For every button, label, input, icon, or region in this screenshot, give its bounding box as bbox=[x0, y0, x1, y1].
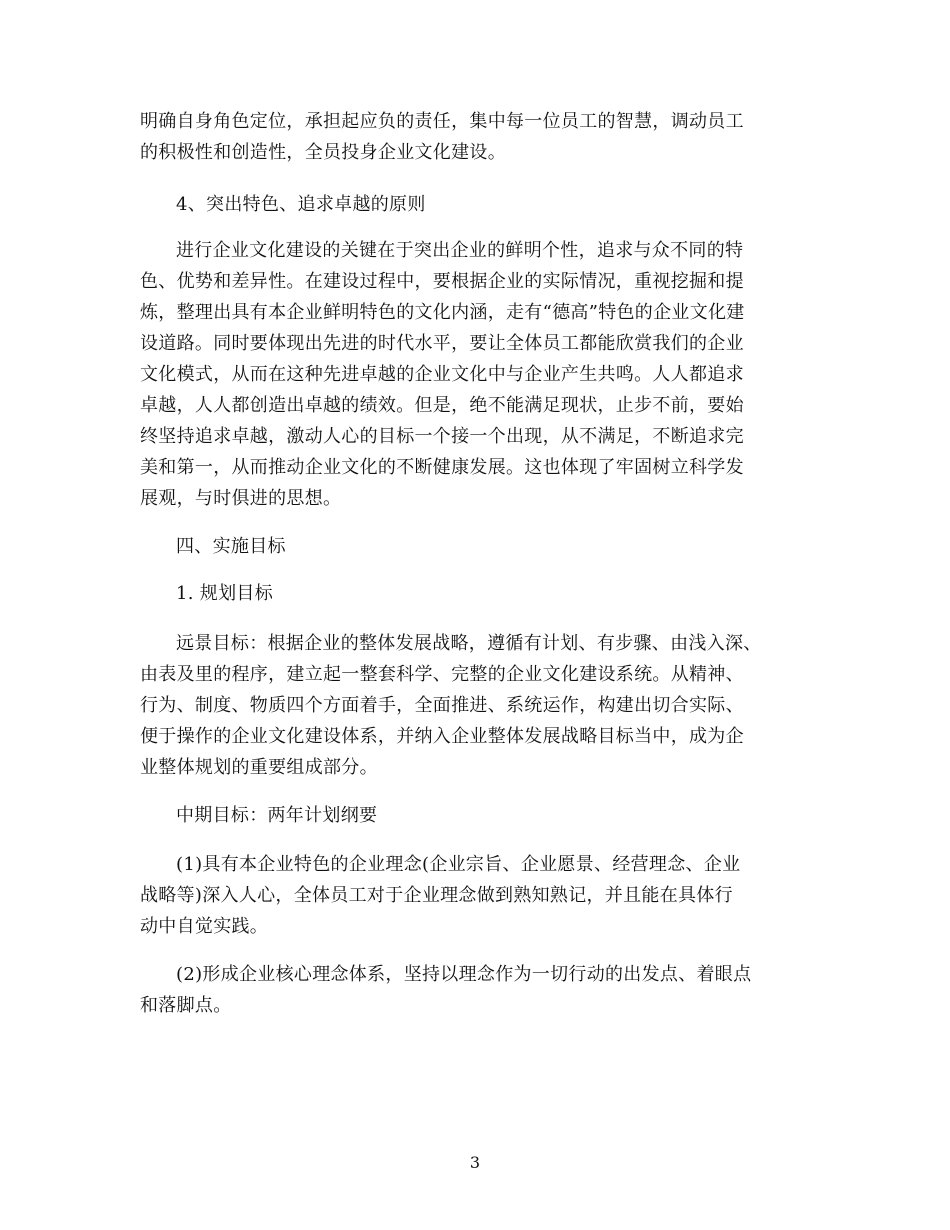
paragraph-goal-item-2 bbox=[0, 959, 950, 1021]
text-line: 四、实施目标 bbox=[176, 536, 286, 557]
paragraph-culture-building-key bbox=[0, 235, 950, 514]
text-line: 炼，整理出具有本企业鲜明特色的文化内涵，走有“德高”特色的企业文化建 bbox=[140, 302, 745, 323]
text-line: 展观，与时俱进的思想。 bbox=[140, 488, 342, 509]
text-line: 动中自觉实践。 bbox=[140, 916, 269, 937]
text-line: 卓越，人人都创造出卓越的绩效。但是，绝不能满足现状，止步不前，要始 bbox=[140, 395, 744, 416]
section-heading-distinctive-excellence bbox=[0, 189, 950, 220]
paragraph-long-term-goal bbox=[0, 628, 950, 783]
text-line: 设道路。同时要体现出先进的时代水平，要让全体员工都能欣赏我们的企业 bbox=[140, 333, 744, 354]
text-line: 1. 规划目标 bbox=[176, 583, 273, 604]
text-line: 文化模式，从而在这种先进卓越的企业文化中与企业产生共鸣。人人都追求 bbox=[140, 364, 744, 385]
text-line: 明确自身角色定位，承担起应负的责任，集中每一位员工的智慧，调动员工 bbox=[140, 111, 744, 132]
page-number: 3 bbox=[469, 1153, 481, 1172]
text-line: 终坚持追求卓越，激动人心的目标一个接一个出现，从不满足，不断追求完 bbox=[140, 426, 744, 447]
paragraph-mid-term-goal bbox=[0, 800, 950, 831]
text-line: 由表及里的程序，建立起一整套科学、完整的企业文化建设系统。从精神、 bbox=[140, 664, 744, 685]
text-line: 色、优势和差异性。在建设过程中，要根据企业的实际情况，重视挖掘和提 bbox=[140, 271, 744, 292]
text-line: 战略等)深入人心，全体员工对于企业理念做到熟知熟记，并且能在具体行 bbox=[140, 885, 733, 906]
text-line: 的积极性和创造性，全员投身企业文化建设。 bbox=[140, 142, 506, 163]
text-line: 中期目标：两年计划纲要 bbox=[176, 805, 378, 826]
text-line: 进行企业文化建设的关键在于突出企业的鲜明个性，追求与众不同的特 bbox=[176, 240, 744, 261]
text-line: 行为、制度、物质四个方面着手，全面推进、系统运作，构建出切合实际、 bbox=[140, 695, 744, 716]
text-line: 业整体规划的重要组成部分。 bbox=[140, 757, 378, 778]
text-line: (1)具有本企业特色的企业理念(企业宗旨、企业愿景、经营理念、企业 bbox=[176, 854, 741, 875]
text-line: 便于操作的企业文化建设体系，并纳入企业整体发展战略目标当中，成为企 bbox=[140, 726, 744, 747]
subsection-heading-planning-goals bbox=[0, 578, 950, 609]
text-line: 远景目标：根据企业的整体发展战略，遵循有计划、有步骤、由浅入深、 bbox=[176, 633, 762, 654]
paragraph-role-positioning bbox=[0, 106, 950, 168]
section-heading-implementation-goals bbox=[0, 531, 950, 562]
text-line: (2)形成企业核心理念体系，坚持以理念作为一切行动的出发点、着眼点 bbox=[176, 964, 752, 985]
text-line: 4、突出特色、追求卓越的原则 bbox=[176, 194, 426, 215]
text-line: 美和第一，从而推动企业文化的不断健康发展。这也体现了牢固树立科学发 bbox=[140, 457, 744, 478]
paragraph-goal-item-1 bbox=[0, 849, 950, 942]
text-line: 和落脚点。 bbox=[140, 995, 232, 1016]
